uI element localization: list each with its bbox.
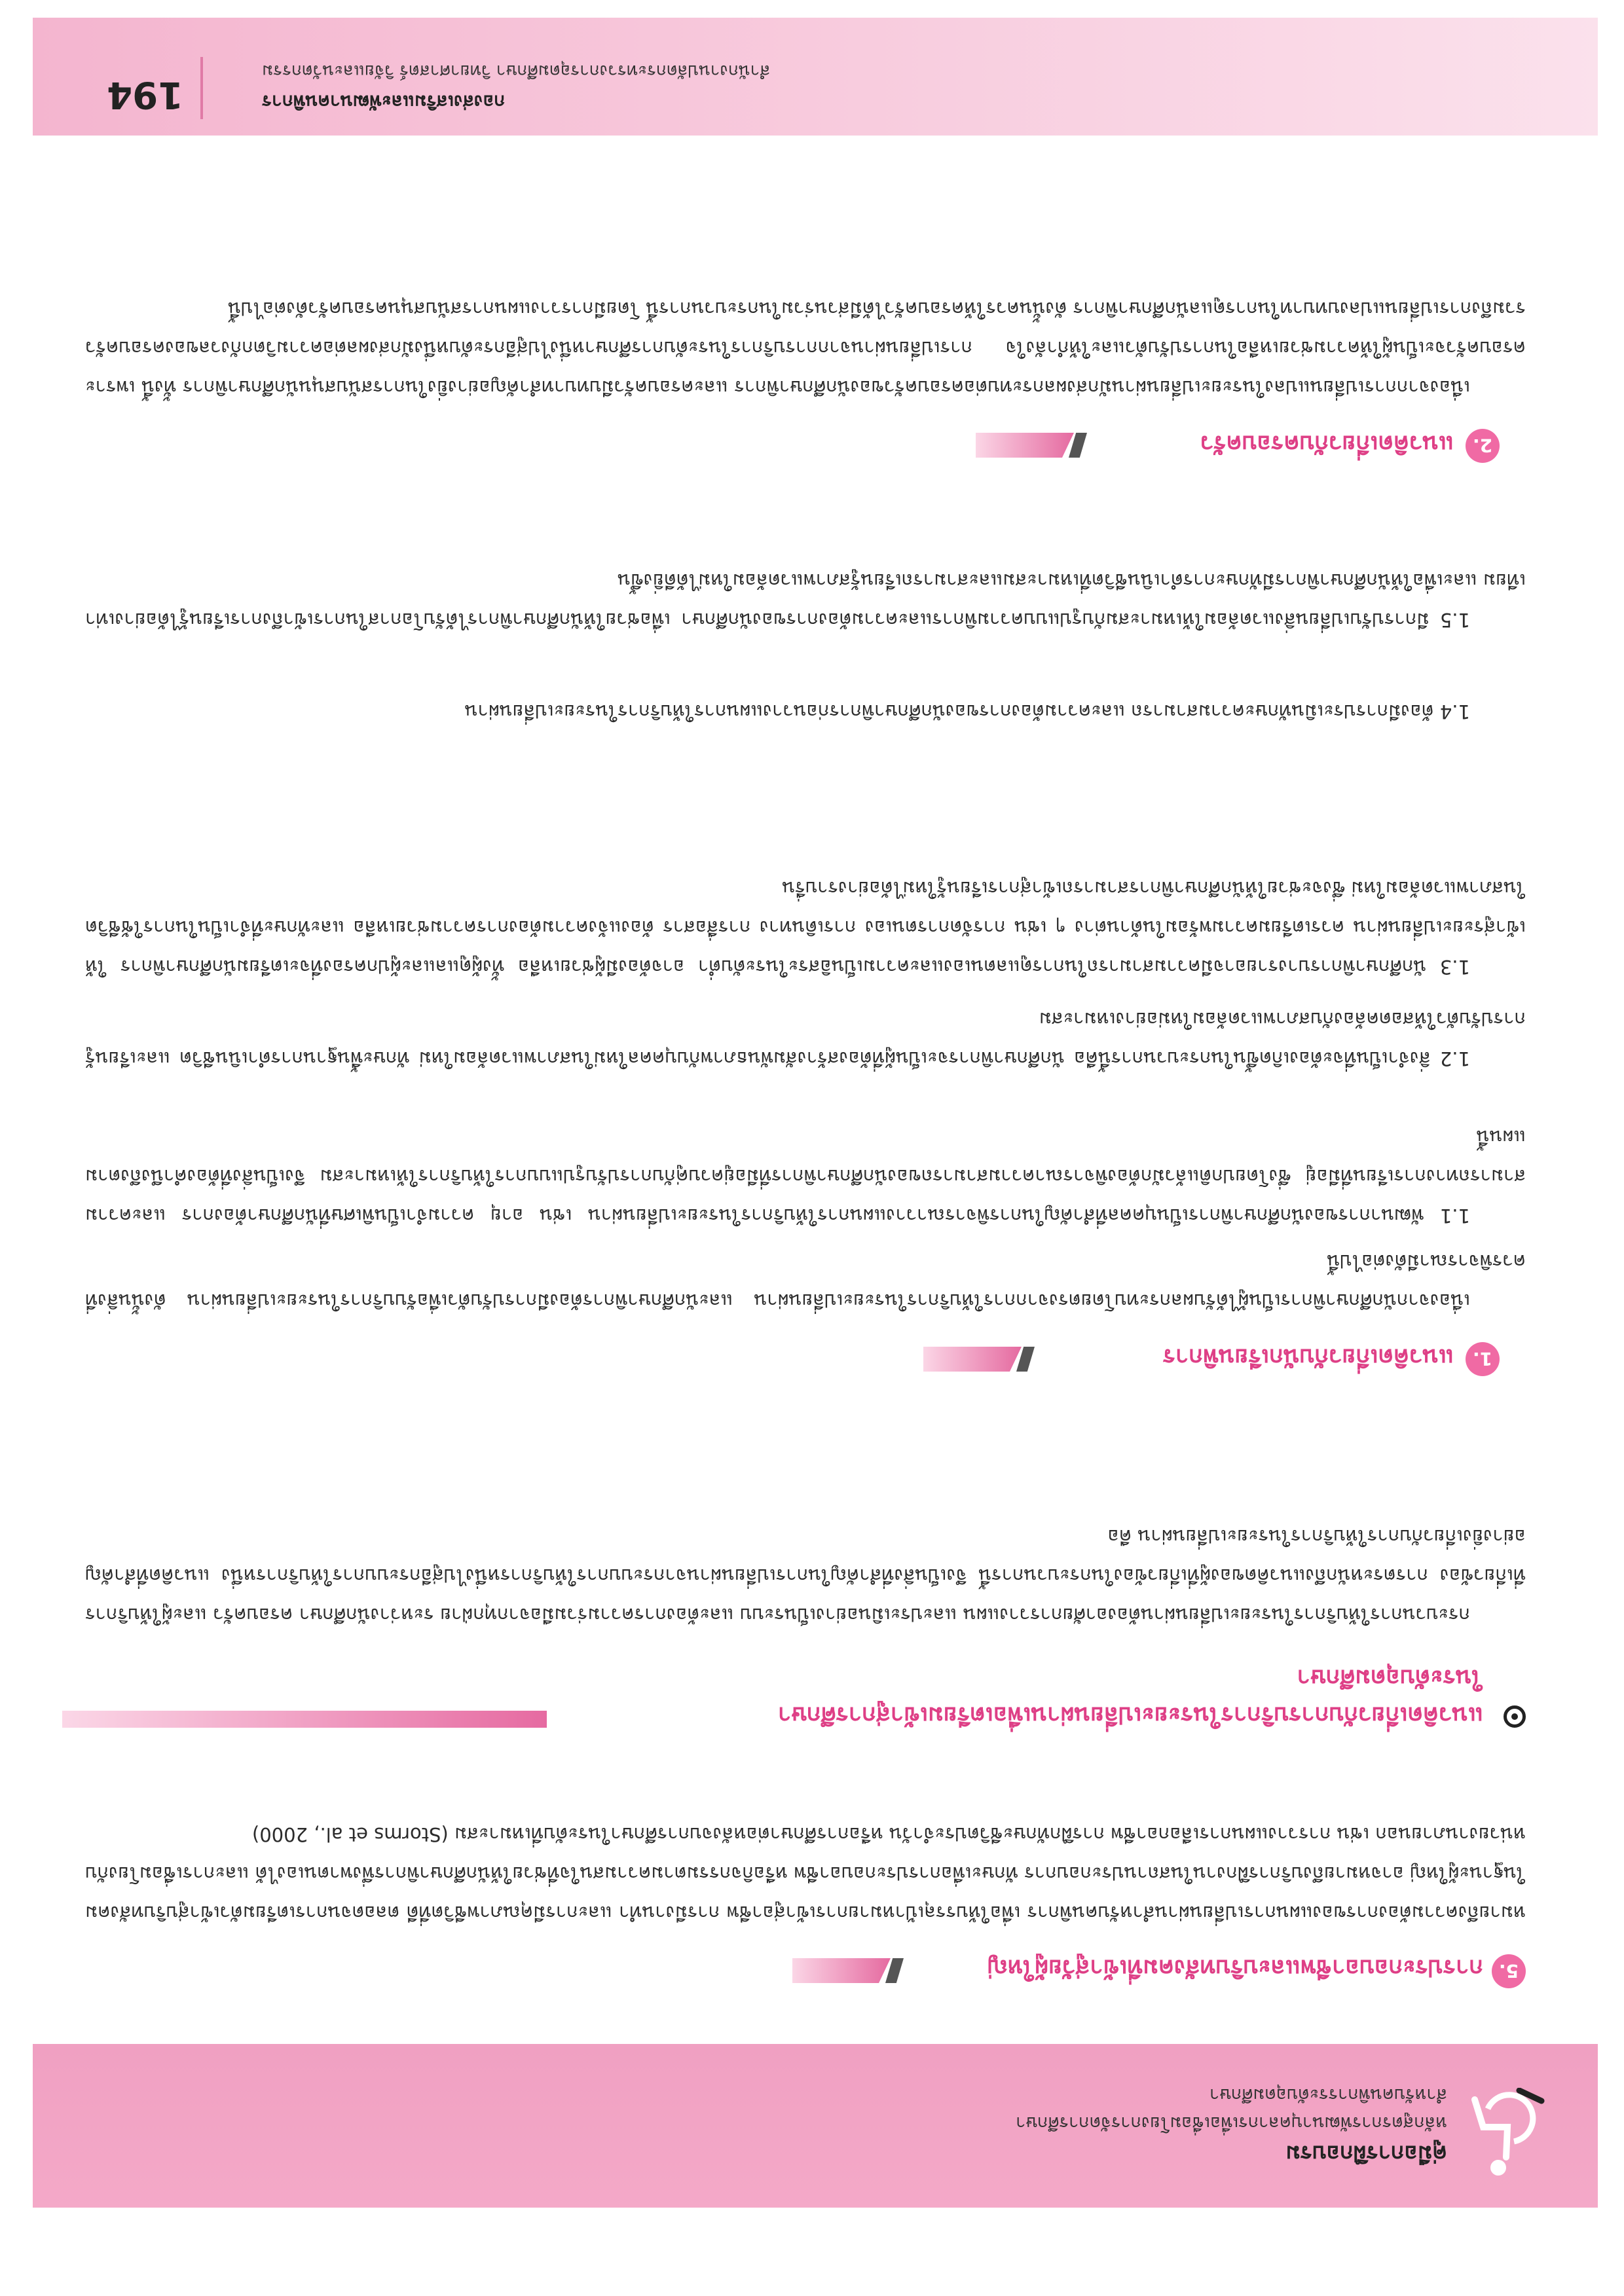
- section-5-heading: การประกอบอาชีพและบริบทสังคมที่เข้าสู่วัยผู้ใหญ่: [987, 1954, 1483, 1981]
- heading-accent-bar: [923, 1347, 1022, 1372]
- section-5-number: 5.: [1492, 1954, 1526, 1988]
- guideline-heading-1: แนวคิดเกี่ยวกับการบริการในระยะเปลี่ยนผ่านเพื่อเตรียมเข้าสู่การศึกษา: [777, 1702, 1483, 1728]
- sub-1-item-4: 1.4 ต้องมีการประเมินทักษะความสามารถ และความต้องการของนักศึกษาพิการก่อนวางแผนการให้บริการในระยะเปลี่ยนผ่าน: [464, 701, 1470, 723]
- guideline-heading-2: ในระดับอุดมศึกษา: [1297, 1664, 1483, 1691]
- sub-1-item-2: 1.2 สิ่งจำเป็นที่จะต้องเกิดขึ้นในกระบวนการนี้คือ นักศึกษาพิการจะเป็นผู้ที่ต้องสร้างสัมพันธภาพกับบุคคลใหม่ในสภาพแวดล้อมใหม่ ทักษะพื้นฐานการดำเนินชีวิต และเรียนรู้การปรับตัวให้สอดคล้องกับสภาพแวดล้อมใหม่อย่างเหมาะสม: [85, 1008, 1526, 1070]
- manual-title: คู่มือการฝึกอบรม: [1285, 2140, 1447, 2166]
- guideline-intro: กระบวนการให้บริการในระยะเปลี่ยนผ่านต้องอาศัยการวางแผน และประเมินอย่างเป็นระบบ และต้องการความร่วมมือจากทุกฝ่าย ระหว่างนักศึกษา ครอบครัว และผู้ให้บริการที่เกี่ยวข้อง การตระหนักถึงแนวคิดของผู้ที่เกี่ยวข้องในกระบวนการนี้ จึงเป็นสิ่งที่สำคัญในการเปลี่ยนผ่านจากระบบการให้บริการหนึ่งไปสู่อีกระบบการให้บริการหนึ่ง แนวคิดที่สำคัญอย่างยิ่งเกี่ยวกับการให้บริการในระยะเปลี่ยนผ่าน คือ: [85, 1525, 1526, 1626]
- footer-separator: [200, 57, 203, 119]
- heading-accent-bar: [976, 433, 1074, 458]
- page-number: 194: [107, 73, 183, 116]
- section-5-paragraph: หมายถึงความต้องการของแผนการเปลี่ยนผ่านสำหรับคนพิการ เพื่อให้บรรลุเป้าหมายการเข้าสู่อาชีพ การมีงานทำ และการมีคุณภาพชีวิตที่ดี ตลอดจนการเตรียมตัวเข้าสู่บริบทสังคมในฐานะผู้ใหญ่ อาจหมายถึงบริการฝึกงานในสถานประกอบการ ทักษะเพื่อการประกอบอาชีพ หรือกิจกรรมตามความสนใจที่ช่วยให้นักศึกษาพิการพึ่งพาตนเองได้ และการเชื่อมโยงกับหน่วยงานภายนอก เช่น การวางแผนการเลือกอาชีพ การฝึกทักษะชีวิตประจำวัน หรือการศึกษาต่อหลังจบการศึกษาในระดับที่เหมาะสม (Storms et al., 2000): [85, 1823, 1526, 1924]
- guideline-accent-bar: [62, 1711, 547, 1728]
- department-line-2: สำนักงานปลัดกระทรวงการอุดมศึกษา วิทยาศาสตร์ วิจัยและนวัตกรรม: [262, 61, 771, 81]
- target-bullet-icon: [1504, 1705, 1526, 1728]
- heading-accent-bar: [792, 1958, 891, 1983]
- manual-subtitle-2: สำหรับคนพิการระดับอุดมศึกษา: [1209, 2085, 1447, 2105]
- sub-2-heading: แนวคิดเกี่ยวกับครอบครัว: [1200, 430, 1454, 457]
- sub-1-number: 1.: [1466, 1342, 1500, 1376]
- manual-subtitle-1: หลักสูตรการพัฒนาบุคลากรเพื่อเชื่อมโยงการจัดการศึกษา: [1016, 2113, 1447, 2133]
- sub-1-item-1: 1.1 พัฒนาการของนักศึกษาพิการเป็นบุคคลที่สำคัญในการพิจารณาวางแผนการให้บริการในระยะเปลี่ยนผ่าน เช่น อายุ ความจำเป็นพิเศษที่นักศึกษาต้องการ และความสามารถทางการเรียนที่มีอยู่ ซึ่งโดยปกติแล้วมักต้องพิจารณาความสามารถของนักศึกษาพิการที่มีอยู่ควบคู่กับการปรับรูปแบบการให้บริการให้เหมาะสม จึงเป็นสิ่งที่ต้องคำนึงถึงตามแผนนี้: [85, 1126, 1526, 1227]
- sub-1-item-5: 1.5 มีการปรับเปลี่ยนสิ่งแวดล้อมให้เหมาะสมกับรูปแบบความพิการและความต้องการของนักศึกษา เพื่อช่วยให้นักศึกษาพิการได้รับโอกาสในการเข้าถึงการเรียนรู้ได้อย่างเท่าเทียม และเพื่อให้นักศึกษาพิการมีทักษะการดำเนินชีวิตที่เหมาะสมและสามารถเรียนรู้สภาพแวดล้อมใหม่ได้ดียิ่งขึ้น: [85, 570, 1526, 631]
- sub-1-intro: เนื่องจากนักศึกษาพิการเป็นผู้ได้รับผลกระทบโดยตรงจากการให้บริการในระยะเปลี่ยนผ่าน และนักศึกษาพิการต้องมีการปรับตัวเพื่อรับบริการในระยะเปลี่ยนผ่าน ดังนั้นสิ่งที่ควรพิจารณามีดังต่อไปนี้: [85, 1250, 1526, 1312]
- sub-1-heading: แนวคิดเกี่ยวกับนักเรียนพิการ: [1162, 1343, 1454, 1370]
- sub-1-item-3: 1.3 นักศึกษาพิการบางรายอาจมีความสามารถในการดูแลตนเองและความเป็นอิสระในระดับต่ำ อาจต้องมีผู้ช่วยเหลือ ทั้งผู้ดูแลและผู้ปกครองที่จะเตรียมนักศึกษาพิการ ให้เข้าสู่ระยะเปลี่ยนผ่าน ควรเตรียมความพร้อมในด้านต่าง ๆ เช่น การจัดการตนเอง การเดินทาง การสื่อสาร ต้องแจ้งความต้องการความช่วยเหลือ และทักษะที่จำเป็นในการใช้ชีวิตในสภาพแวดล้อมใหม่ ซึ่งจะช่วยให้นักศึกษาพิการสามารถเข้าสู่การเรียนรู้ใหม่ได้อย่างราบรื่น: [85, 877, 1526, 978]
- department-line-1: กองส่งเสริมและพัฒนาคนพิการ: [262, 91, 506, 113]
- sub-2-number: 2.: [1466, 429, 1500, 463]
- sub-2-paragraph: เนื่องจากการเปลี่ยนแปลงในระยะเปลี่ยนผ่านมักส่งผลกระทบต่อครอบครัวของนักศึกษาพิการ และครอบครัวมีบทบาทสำคัญอย่างยิ่งในการสนับสนุนนักศึกษาพิการ ทั้งนี้ เพราะครอบครัวจะเป็นผู้ให้ความช่วยเหลือในการปรับตัวและให้กำลังใจ การเปลี่ยนผ่านจากการบริการในระดับการศึกษาหนึ่งไปสู่อีกระดับหนึ่งมักส่งผลต่อความวิตกกังวลของครอบครัว รวมถึงการเปลี่ยนแปลงบทบาทในการดูแลนักศึกษาพิการ ดังนั้นควรให้ครอบครัวได้มีส่วนร่วมในกระบวนการนี้ โดยมีการวางแผนการสนับสนุนครอบครัวดังต่อไปนี้: [85, 298, 1526, 399]
- wheelchair-logo-icon: [1467, 2088, 1545, 2179]
